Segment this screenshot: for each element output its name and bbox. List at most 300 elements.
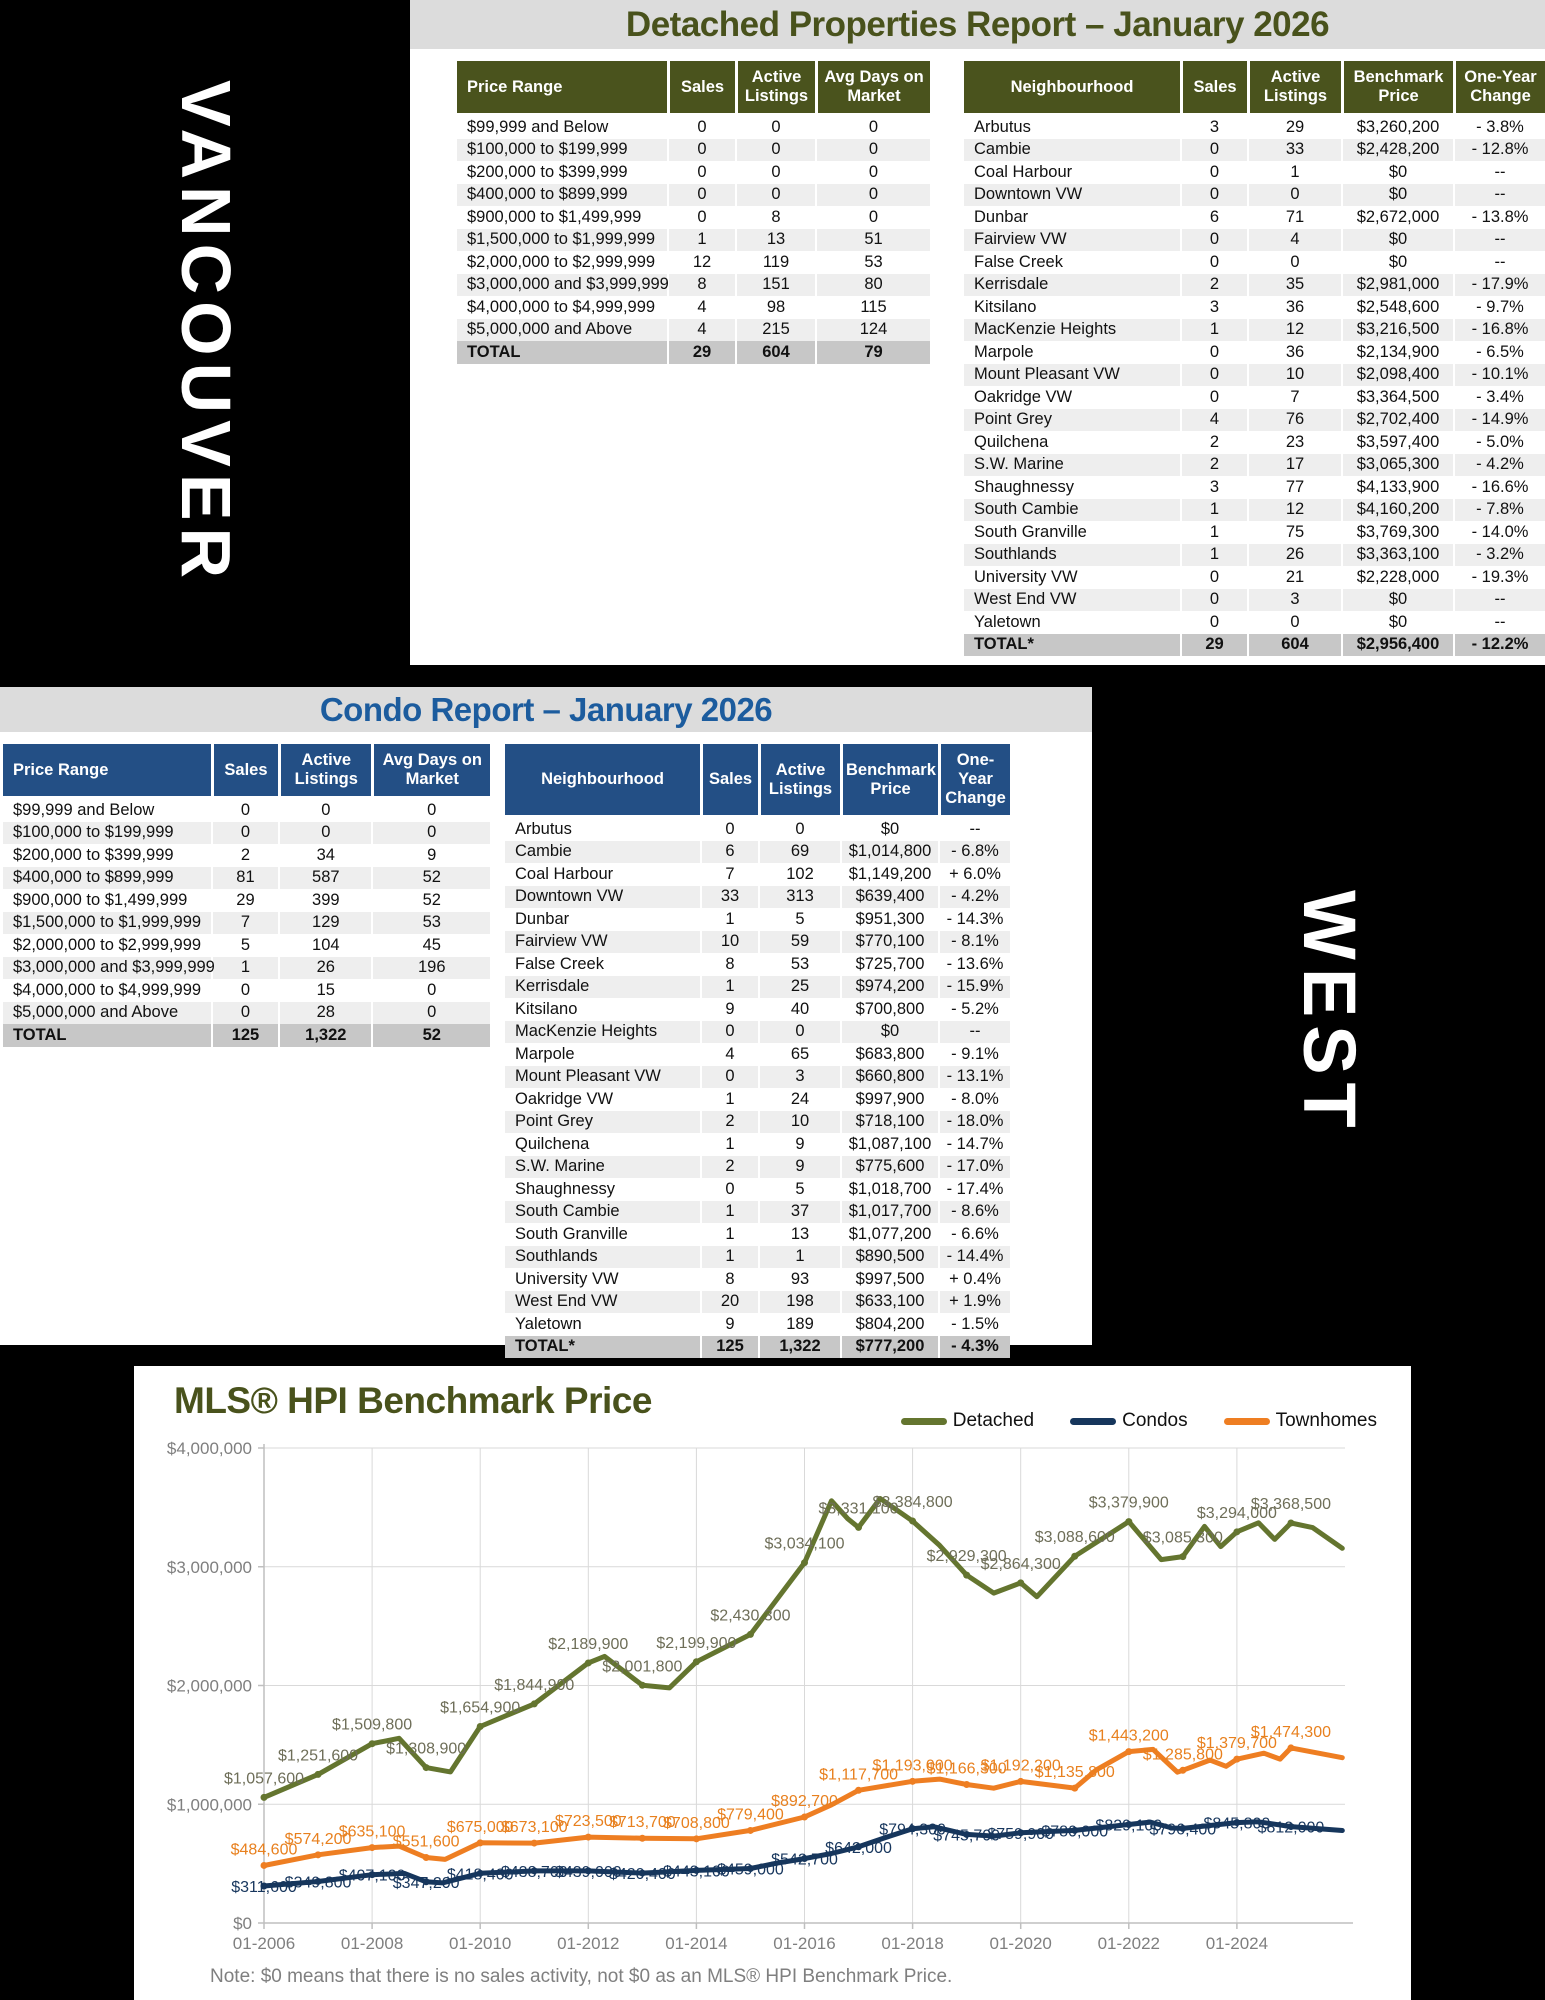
table-cell: --: [1453, 161, 1545, 184]
table-row: [964, 296, 1545, 319]
table-cell: $1,500,000 to $1,999,999: [457, 229, 667, 252]
table-cell: - 3.8%: [1453, 116, 1545, 139]
table-cell: $0: [1341, 611, 1453, 634]
table-row: [457, 274, 930, 297]
table-cell: Marpole: [515, 1044, 575, 1063]
table-cell: 0: [815, 139, 930, 162]
table-cell: $5,000,000 and Above: [457, 319, 667, 342]
table-row: [3, 844, 490, 867]
table-cell: S.W. Marine: [964, 454, 1180, 477]
table-cell: 51: [815, 229, 930, 252]
table-cell: $1,087,100: [840, 1133, 938, 1156]
table-cell: 25: [758, 976, 840, 999]
table-cell: Southlands: [505, 1246, 700, 1269]
data-point-label: $635,100: [338, 1823, 406, 1841]
table-cell: 0: [700, 818, 758, 841]
table-cell: - 17.4%: [938, 1178, 1010, 1201]
table-cell: 0: [735, 139, 815, 162]
detached-title: Detached Properties Report – January 2026: [625, 5, 1330, 44]
data-point-label: $1,057,600: [223, 1770, 305, 1788]
table-row: [3, 934, 490, 957]
column-header: Avg Days on Market: [815, 61, 930, 116]
table-cell: $99,999 and Below: [13, 800, 155, 819]
table-cell: 1: [700, 1201, 758, 1224]
condo-title-band: [0, 687, 1092, 732]
data-point-label: $1,135,800: [1034, 1764, 1115, 1782]
table-cell: 59: [758, 931, 840, 954]
table-cell: $3,065,300: [1341, 454, 1453, 477]
table-cell: University VW: [515, 1269, 619, 1288]
table-cell: - 14.3%: [938, 908, 1010, 931]
data-point-label: $780,000: [1041, 1823, 1109, 1841]
table-row: [964, 364, 1545, 387]
table-cell: 8: [667, 274, 735, 297]
table-row: [964, 499, 1545, 522]
table-cell: 9: [758, 1156, 840, 1179]
table-cell: False Creek: [515, 954, 604, 973]
data-point-label: $418,400: [446, 1866, 514, 1884]
table-cell: 76: [1247, 409, 1341, 432]
table-cell: - 6.5%: [1453, 341, 1545, 364]
table-cell: 13: [758, 1223, 840, 1246]
table-cell: 52: [371, 1024, 490, 1047]
table-cell: --: [938, 818, 1010, 841]
table-row: [964, 116, 1545, 139]
data-point-label: $311,600: [231, 1878, 297, 1896]
data-point-label: $2,001,800: [602, 1658, 683, 1676]
chart-title: MLS® HPI Benchmark Price: [174, 1380, 652, 1421]
data-point: [369, 1844, 376, 1851]
table-cell: South Cambie: [964, 499, 1180, 522]
table-cell: 0: [1180, 251, 1247, 274]
legend-label: Townhomes: [1275, 1410, 1377, 1431]
data-point: [1233, 1528, 1240, 1535]
table-cell: Kerrisdale: [964, 274, 1180, 297]
table-cell: 0: [735, 184, 815, 207]
table-cell: MacKenzie Heights: [505, 1021, 700, 1044]
table-cell: $3,363,100: [1341, 544, 1453, 567]
table-cell: $200,000 to $399,999: [13, 845, 174, 864]
table-cell: - 14.4%: [938, 1246, 1010, 1269]
legend-label: Condos: [1122, 1410, 1188, 1431]
table-cell: 313: [758, 886, 840, 909]
table-cell: South Cambie: [505, 1201, 700, 1224]
table-cell: 4: [1247, 229, 1341, 252]
table-cell: $3,000,000 and $3,999,999: [457, 274, 667, 297]
column-header: Benchmark Price: [1341, 61, 1453, 116]
table-cell: $0: [840, 1021, 938, 1044]
data-point-label: $1,117,700: [819, 1766, 898, 1784]
table-cell: 26: [1247, 544, 1341, 567]
table-row: [505, 1223, 1010, 1246]
table-cell: - 13.8%: [1453, 206, 1545, 229]
table-row: [964, 386, 1545, 409]
detached-title-band: [410, 0, 1545, 49]
table-row: [505, 863, 1010, 886]
table-cell: 1: [211, 957, 278, 980]
table-cell: - 15.9%: [938, 976, 1010, 999]
table-row: [3, 822, 490, 845]
table-cell: - 8.6%: [938, 1201, 1010, 1224]
column-header: Neighbourhood: [964, 61, 1180, 116]
table-cell: 198: [758, 1291, 840, 1314]
table-cell: 0: [667, 139, 735, 162]
table-cell: 5: [758, 1178, 840, 1201]
table-cell: $2,098,400: [1341, 364, 1453, 387]
hpi-benchmark-line-chart: [134, 1436, 1411, 1964]
data-point-label: $779,400: [717, 1806, 784, 1824]
column-header: Sales: [211, 744, 278, 799]
table-cell: - 5.2%: [938, 998, 1010, 1021]
table-cell: - 12.8%: [1453, 139, 1545, 162]
table-cell: 1: [667, 229, 735, 252]
table-cell: $100,000 to $199,999: [3, 822, 211, 845]
table-cell: Kitsilano: [974, 297, 1037, 316]
table-cell: 4: [1180, 409, 1247, 432]
header-row: [3, 744, 490, 799]
data-point: [315, 1771, 322, 1778]
data-point: [477, 1723, 484, 1730]
table-row: [964, 544, 1545, 567]
table-cell: 1: [1247, 161, 1341, 184]
table-cell: $200,000 to $399,999: [467, 162, 628, 181]
table-cell: 0: [1180, 341, 1247, 364]
total-row: [964, 634, 1545, 657]
table-cell: $997,900: [840, 1088, 938, 1111]
table-cell: TOTAL*: [505, 1336, 700, 1359]
table-cell: 36: [1247, 341, 1341, 364]
data-point: [747, 1631, 754, 1638]
table-cell: Yaletown: [515, 1314, 582, 1333]
table-cell: TOTAL*: [964, 634, 1180, 657]
table-cell: $700,800: [840, 998, 938, 1021]
column-header: Active Listings: [1247, 61, 1341, 116]
table-cell: $1,017,700: [840, 1201, 938, 1224]
table-cell: 0: [211, 799, 278, 822]
table-cell: $1,014,800: [840, 841, 938, 864]
table-cell: 0: [667, 161, 735, 184]
data-point-label: $1,193,000: [872, 1757, 953, 1775]
table-cell: $1,500,000 to $1,999,999: [3, 912, 211, 935]
table-cell: 33: [1247, 139, 1341, 162]
data-point-label: $443,100: [663, 1863, 730, 1881]
column-header: Neighbourhood: [505, 744, 700, 818]
data-point-label: $1,192,200: [980, 1757, 1061, 1775]
table-cell: 9: [371, 844, 490, 867]
table-row: [505, 841, 1010, 864]
table-row: [3, 889, 490, 912]
table-cell: - 14.0%: [1453, 521, 1545, 544]
data-point-label: $708,800: [663, 1814, 730, 1832]
x-axis-tick-label: 01-2008: [340, 1934, 404, 1953]
table-cell: 125: [700, 1336, 758, 1359]
table-row: [505, 1201, 1010, 1224]
table-cell: 65: [758, 1043, 840, 1066]
table-cell: - 13.1%: [938, 1066, 1010, 1089]
table-cell: Downtown VW: [505, 886, 700, 909]
table-row: [505, 1156, 1010, 1179]
table-row: [457, 251, 930, 274]
table-cell: $4,000,000 to $4,999,999: [13, 980, 202, 999]
table-cell: - 3.4%: [1453, 386, 1545, 409]
table-cell: Fairview VW: [964, 229, 1180, 252]
table-row: [457, 319, 930, 342]
table-cell: - 6.6%: [938, 1223, 1010, 1246]
data-point-label: $459,000: [717, 1861, 784, 1879]
column-header: Active Listings: [735, 61, 815, 116]
table-cell: 1: [1180, 499, 1247, 522]
table-cell: 52: [371, 867, 490, 890]
data-point: [747, 1827, 754, 1834]
data-point-label: $1,654,900: [440, 1699, 521, 1717]
table-row: [505, 976, 1010, 999]
column-header: Avg Days on Market: [371, 744, 490, 799]
table-cell: 6: [700, 841, 758, 864]
data-point: [531, 1840, 538, 1847]
table-cell: --: [1453, 229, 1545, 252]
y-axis-tick-label: $3,000,000: [166, 1557, 252, 1577]
table-row: [505, 1291, 1010, 1314]
table-cell: $400,000 to $899,999: [3, 867, 211, 890]
data-point: [1071, 1553, 1078, 1560]
table-cell: 2: [700, 1111, 758, 1134]
data-point: [1017, 1579, 1024, 1586]
table-cell: 1: [700, 1088, 758, 1111]
table-cell: Oakridge VW: [974, 387, 1073, 406]
data-point: [423, 1764, 430, 1771]
table-cell: 0: [371, 799, 490, 822]
table-cell: 0: [700, 1066, 758, 1089]
table-cell: --: [1453, 251, 1545, 274]
table-cell: 399: [278, 889, 371, 912]
data-point: [1179, 1553, 1186, 1560]
table-cell: $2,548,600: [1341, 296, 1453, 319]
table-cell: --: [1453, 589, 1545, 612]
table-cell: 52: [371, 889, 490, 912]
table-cell: Shaughnessy: [515, 1179, 615, 1198]
table-cell: $2,228,000: [1341, 566, 1453, 589]
data-point: [855, 1787, 862, 1794]
table-row: [505, 1313, 1010, 1336]
x-axis-tick-label: 01-2006: [232, 1934, 296, 1953]
table-cell: 93: [758, 1268, 840, 1291]
table-cell: $3,216,500: [1341, 319, 1453, 342]
hpi-chart-panel: [134, 1366, 1411, 2000]
table-cell: Oakridge VW: [515, 1089, 614, 1108]
table-cell: 0: [1180, 161, 1247, 184]
data-point: [369, 1740, 376, 1747]
table-row: [3, 867, 490, 890]
table-cell: - 3.2%: [1453, 544, 1545, 567]
table-cell: 29: [1180, 634, 1247, 657]
table-cell: $1,018,700: [840, 1178, 938, 1201]
table-cell: 0: [758, 818, 840, 841]
table-cell: - 8.1%: [938, 931, 1010, 954]
header-row: [457, 61, 930, 116]
column-header: Price Range: [3, 744, 211, 799]
table-cell: South Granville: [515, 1224, 628, 1243]
table-cell: MacKenzie Heights: [964, 319, 1180, 342]
data-point-label: $642,000: [825, 1839, 892, 1857]
table-cell: - 7.8%: [1453, 499, 1545, 522]
data-point-label: $796,400: [1149, 1821, 1217, 1839]
table-cell: 0: [1247, 184, 1341, 207]
table-cell: 23: [1247, 431, 1341, 454]
table-cell: $2,956,400: [1341, 634, 1453, 657]
table-cell: --: [1453, 184, 1545, 207]
table-row: [964, 206, 1545, 229]
table-row: [964, 341, 1545, 364]
table-cell: $2,000,000 to $2,999,999: [467, 252, 656, 271]
data-point-label: $1,308,900: [386, 1740, 467, 1758]
table-cell: 0: [1180, 364, 1247, 387]
table-cell: 10: [758, 1111, 840, 1134]
table-cell: $0: [1341, 251, 1453, 274]
table-cell: 33: [700, 886, 758, 909]
table-cell: 0: [1247, 611, 1341, 634]
table-cell: 0: [278, 822, 371, 845]
table-row: [964, 161, 1545, 184]
table-cell: 119: [735, 251, 815, 274]
table-cell: $804,200: [840, 1313, 938, 1336]
table-cell: - 17.0%: [938, 1156, 1010, 1179]
data-point-label: $2,430,300: [710, 1607, 791, 1625]
table-cell: 0: [211, 979, 278, 1002]
table-cell: Southlands: [964, 544, 1180, 567]
data-point: [963, 1572, 970, 1579]
table-row: [964, 611, 1545, 634]
table-cell: $890,500: [840, 1246, 938, 1269]
table-cell: 9: [758, 1133, 840, 1156]
table-row: [3, 1002, 490, 1025]
table-cell: - 17.9%: [1453, 274, 1545, 297]
table-cell: 0: [278, 799, 371, 822]
table-cell: - 4.3%: [938, 1336, 1010, 1359]
table-cell: $99,999 and Below: [467, 117, 609, 136]
table-row: [964, 229, 1545, 252]
table-cell: 12: [1247, 499, 1341, 522]
data-point-label: $723,500: [554, 1813, 622, 1831]
table-cell: 0: [1180, 611, 1247, 634]
table-cell: 2: [1180, 431, 1247, 454]
table-cell: Point Grey: [964, 409, 1180, 432]
table-cell: 0: [815, 184, 930, 207]
data-point-label: $3,034,100: [764, 1535, 845, 1553]
table-row: [457, 229, 930, 252]
data-point: [261, 1862, 268, 1869]
condo-price-range-table: [3, 744, 490, 1047]
table-cell: 77: [1247, 476, 1341, 499]
table-row: [964, 566, 1545, 589]
data-point-label: $420,400: [608, 1866, 676, 1884]
x-axis-tick-label: 01-2014: [665, 1934, 728, 1953]
table-cell: 4: [667, 319, 735, 342]
table-cell: 69: [758, 841, 840, 864]
legend-item-townhomes: [1224, 1410, 1377, 1432]
table-cell: 53: [758, 953, 840, 976]
condo-report-panel: [0, 687, 1092, 1355]
table-cell: $0: [1341, 229, 1453, 252]
table-cell: Cambie: [964, 139, 1180, 162]
table-cell: 587: [278, 867, 371, 890]
table-row: [457, 116, 930, 139]
table-cell: 0: [815, 116, 930, 139]
table-cell: 0: [211, 1002, 278, 1025]
table-cell: $3,000,000 and $3,999,999: [3, 957, 211, 980]
table-cell: - 13.6%: [938, 953, 1010, 976]
data-point-label: $2,929,300: [926, 1548, 1007, 1566]
table-cell: 124: [815, 319, 930, 342]
table-row: [964, 454, 1545, 477]
data-point-label: $2,189,900: [548, 1635, 629, 1653]
table-cell: --: [938, 1021, 1010, 1044]
data-point-label: $1,844,900: [494, 1676, 575, 1694]
data-point: [1287, 1744, 1294, 1751]
table-cell: Coal Harbour: [515, 864, 614, 883]
condo-title: Condo Report – January 2026: [319, 691, 773, 728]
data-point: [1287, 1519, 1294, 1526]
table-cell: 3: [1180, 296, 1247, 319]
data-point: [261, 1794, 268, 1801]
table-cell: $0: [1341, 161, 1453, 184]
data-point-label: $3,384,800: [872, 1494, 953, 1512]
table-cell: Dunbar: [974, 207, 1029, 226]
table-row: [3, 799, 490, 822]
data-point: [639, 1835, 646, 1842]
table-cell: 7: [700, 863, 758, 886]
table-cell: - 6.8%: [938, 841, 1010, 864]
table-cell: 8: [700, 1268, 758, 1291]
table-cell: + 1.9%: [938, 1291, 1010, 1314]
data-point-label: $542,700: [771, 1851, 838, 1869]
table-cell: 37: [758, 1201, 840, 1224]
total-row: [457, 341, 930, 364]
table-cell: Kitsilano: [515, 999, 578, 1018]
table-row: [964, 589, 1545, 612]
table-cell: Arbutus: [974, 117, 1031, 136]
table-cell: 8: [735, 206, 815, 229]
table-cell: 1,322: [278, 1024, 371, 1047]
table-cell: 0: [1180, 566, 1247, 589]
column-header: Active Listings: [278, 744, 371, 799]
table-cell: Point Grey: [505, 1111, 700, 1134]
table-row: [457, 161, 930, 184]
table-cell: Coal Harbour: [974, 162, 1073, 181]
table-cell: $3,597,400: [1341, 431, 1453, 454]
table-cell: Quilchena: [515, 1134, 590, 1153]
data-point: [693, 1658, 700, 1665]
data-point: [585, 1834, 592, 1841]
data-point: [315, 1851, 322, 1858]
detached-price-range-table: [457, 61, 930, 364]
table-cell: $2,672,000: [1341, 206, 1453, 229]
table-cell: $718,100: [840, 1111, 938, 1134]
table-row: [505, 1268, 1010, 1291]
table-cell: 215: [735, 319, 815, 342]
table-cell: 29: [667, 341, 735, 364]
table-cell: 5: [211, 934, 278, 957]
table-cell: 15: [278, 979, 371, 1002]
table-cell: $1,077,200: [840, 1223, 938, 1246]
table-cell: 12: [667, 251, 735, 274]
table-cell: 0: [1180, 229, 1247, 252]
column-header: Sales: [700, 744, 758, 818]
table-cell: $3,364,500: [1341, 386, 1453, 409]
table-cell: 0: [371, 822, 490, 845]
chart-note: Note: $0 means that there is no sales activity, not $0 as an MLS® HPI Benchmark Price.: [210, 1966, 953, 1987]
table-cell: 0: [1180, 184, 1247, 207]
data-point: [1233, 1756, 1240, 1763]
